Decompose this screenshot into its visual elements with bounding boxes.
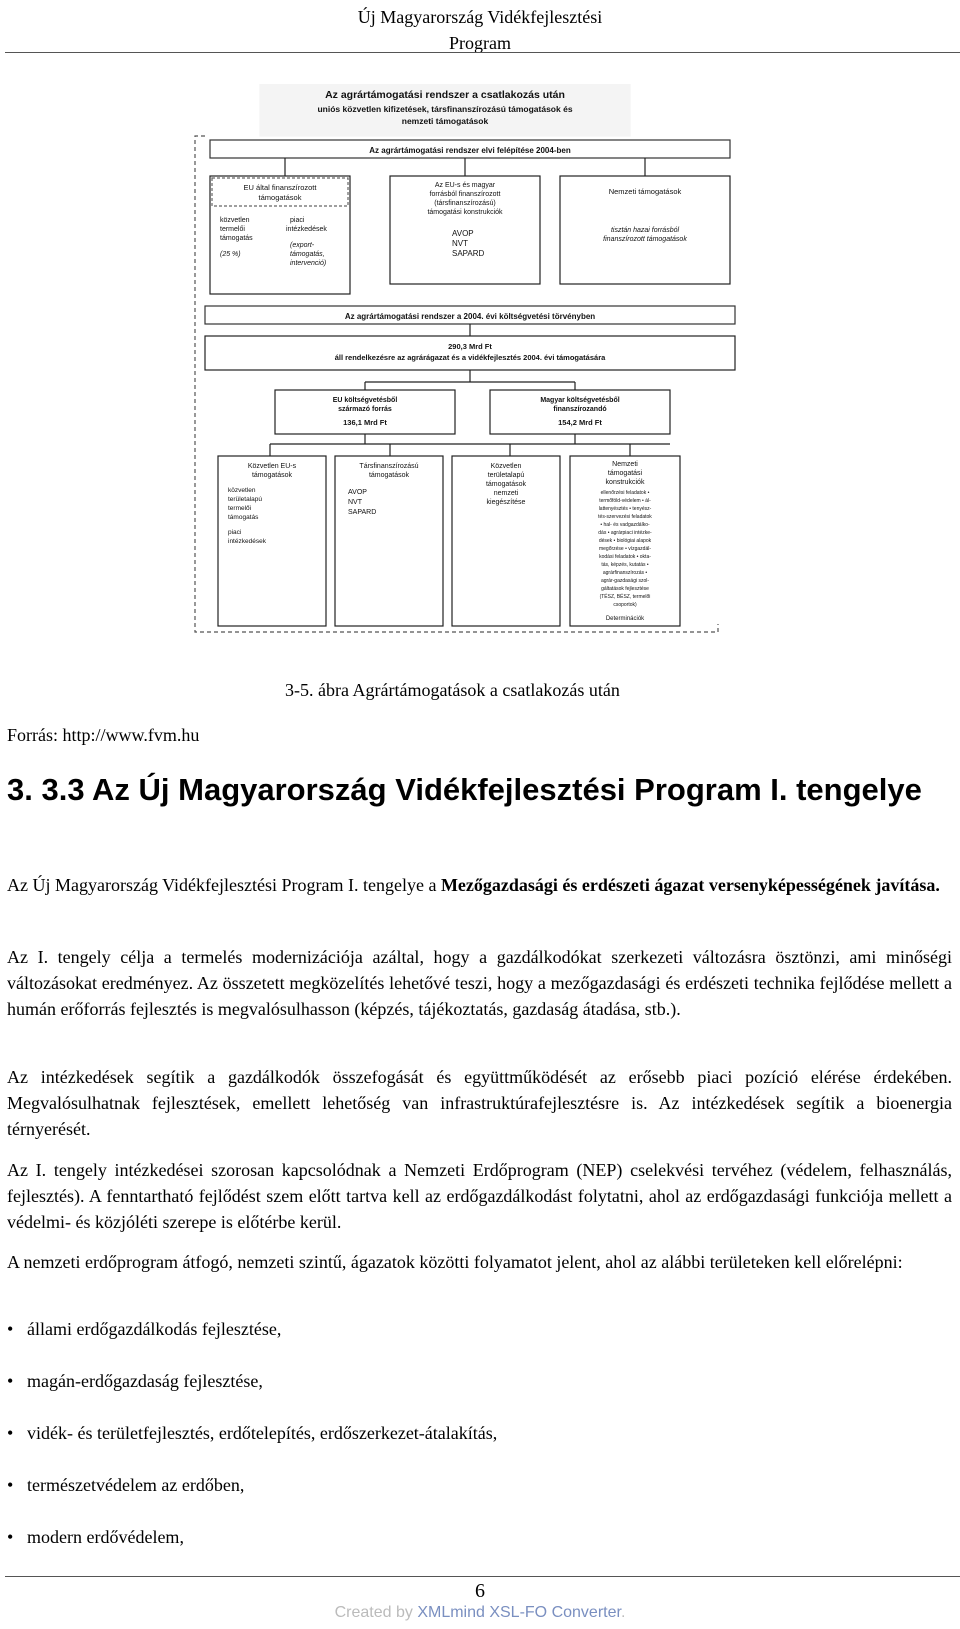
generator-link[interactable]: XMLmind XSL-FO Converter [417,1604,621,1621]
fig-b2-item: AVOP [348,489,367,496]
paragraph-3: Az intézkedések segítik a gazdálkodók összefogását és együttműködését az erősebb piaci pozíció elérése érdekében. Megvalósulhatnak fejlesztések, emellett lehetőség van infrastruktúrafejlesztésre is. Az intézkedések segítik a bioenergia térnyerését. [7,1067,952,1139]
fig-col1a-3: támogatás [220,235,253,242]
fig-col1a-4: (25 %) [220,251,241,258]
fig-b1-item: területalapú [228,496,262,503]
fig-b4-title3: konstrukciók [605,479,645,486]
header-line-2: Program [449,33,511,53]
running-header [0,0,960,56]
fig-b3-title3: támogatások [485,481,527,488]
fig-col1a-1: közvetlen [220,217,250,224]
fig-col1b-5: intervenció) [290,260,327,267]
fig-b3-title5: kiegészítése [486,499,526,506]
fig-b4-line: agrárfinanszírozás • [602,570,648,576]
fig-col2-title1: Az EU-s és magyar [434,182,496,189]
fig-total-2: áll rendelkezésre az agrárágazat és a vidékfejlesztés 2004. évi támogatására [334,353,606,362]
fig-hu-box-3: 154,2 Mrd Ft [558,418,602,427]
paragraph-2: Az I. tengely célja a termelés modernizációja azáltal, hogy a gazdálkodókat szerkezeti változásra ösztönzi, ami minőségi változásokat eredményez. Az összetett megközelítés lehetővé teszi, hogy a mezőgazdasági és erdészeti technika fejlődése mellett a humán erőforrás fejlesztés is megvalósulhasson (képzés, tájékoztatás, gazdaság átadása, stb.). [7,947,952,1019]
fig-b4-title2: támogatási [607,470,643,477]
fig-eu-box-2: származó forrás [338,406,392,413]
figure-caption: 3-5. ábra Agrártámogatások a csatlakozás után [285,680,620,700]
header-divider [5,52,960,53]
fig-col2-item3: SAPARD [452,249,485,258]
fig-title-2: uniós közvetlen kifizetések, társfinanszírozású támogatások és [317,104,573,114]
fig-b2-title1: Társfinanszírozású [359,463,419,470]
fig-hu-box-1: Magyar költségvetésből [540,397,620,404]
paragraph-1-emphasis: Mezőgazdasági és erdészeti ágazat versenyképességének javítása [440,875,936,895]
fig-b4-line: megőrzése • vízgazdál- [598,546,652,552]
agrar-support-diagram [190,84,750,660]
generator-suffix: . [620,1604,626,1621]
paragraph-1-start: Az Új Magyarország Vidékfejlesztési Program I. tengelye a [7,875,441,895]
list-item: • modern erdővédelem, [7,1524,952,1550]
list-item: • állami erdőgazdálkodás fejlesztése, [7,1316,952,1342]
fig-col2-title4: támogatási konstrukciók [427,209,503,216]
fig-col1b-4: támogatás, [290,251,325,258]
fig-b4-line: lattenyésztés • tenyész- [598,506,652,512]
list-item: • magán-erdőgazdaság fejlesztése, [7,1368,952,1394]
fig-col1b-1: piaci [290,217,305,224]
fig-b4-line: gáltatások fejlesztése [601,586,649,592]
fig-b1-item: termelői [228,505,252,512]
fig-b4-line: dések • biológiai alapok [598,538,652,544]
fig-col2-title2: forrásból finanszírozott [429,191,501,198]
fig-b4-line: kodási feladatok • okta- [599,554,651,560]
fig-b1-item: támogatás [228,514,259,521]
fig-b1-title2: támogatások [251,472,293,479]
fig-title-1: Az agrártámogatási rendszer a csatlakozás után [325,89,565,101]
fig-b4-line: agrár-gazdasági szol- [600,578,650,584]
fig-col1b-3: (export- [290,242,315,249]
fig-bar-1: Az agrártámogatási rendszer elvi felépítése 2004-ben [369,146,571,155]
fig-col1a-2: termelői [220,226,245,233]
paragraph-4: Az I. tengely intézkedései szorosan kapcsolódnak a Nemzeti Erdőprogram (NEP) cselekvési tervéhez (védelem, felhasználás, fejlesztés). A fenntartható fejlődést szem előtt tartva kell az erdőgazdálkodást folytatni, ahol az erdőgazdasági funkciója mellett a védelmi- és közjóléti szerepe is előtérbe kerül. [7,1160,952,1232]
fig-b4-line: tés-szervezési feladatok [598,514,652,520]
fig-b4-last: Determinációk [605,616,645,622]
fig-col1b-2: intézkedések [286,226,327,233]
fig-col2-item1: AVOP [452,229,474,238]
fig-col2-item2: NVT [452,239,468,248]
fig-bar-2: Az agrártámogatási rendszer a 2004. évi költségvetési törvényben [344,312,596,321]
fig-b1-item: intézkedések [228,538,266,545]
fig-col1-title1: EU által finanszírozott [243,183,317,192]
fig-col3-title: Nemzeti támogatások [608,187,682,196]
list-item: • vidék- és területfejlesztés, erdőtelepítés, erdőszerkezet-átalakítás, [7,1420,952,1446]
fig-b2-item: NVT [348,499,362,506]
fig-b3-title4: nemzeti [493,490,519,497]
fig-col1-title2: támogatások [258,193,302,202]
fig-b4-line: (TÉSZ, BÉSZ, termelői [599,594,651,600]
fig-b1-item: közvetlen [228,487,256,494]
figure-source: Forrás: http://www.fvm.hu [7,725,200,745]
fig-b1-title1: Közvetlen EU-s [247,463,297,470]
section-heading: 3. 3.3 Az Új Magyarország Vidékfejlesztési Program I. tengelye [7,772,922,807]
fig-b4-line: • hal- és vadgazdálko- [600,522,650,528]
generator-prefix: Created by [334,1604,418,1621]
fig-b4-line: ellenőrzési feladatok • [600,490,650,496]
paragraph-1 [7,872,952,898]
fig-b2-item: SAPARD [348,509,377,516]
generator-footer [0,1604,960,1622]
fig-col3-text2: finanszírozott támogatások [603,236,687,243]
footer-divider [5,1576,960,1577]
fig-b4-title1: Nemzeti [612,461,638,468]
fig-b1-item: piaci [228,529,242,536]
header-line-1: Új Magyarország Vidékfejlesztési [357,7,603,27]
fig-title-3: nemzeti támogatások [401,116,489,126]
paragraph-1-end: . [935,875,940,895]
fig-b4-line: csoportok) [613,602,637,608]
fig-b4-line: termőföld-védelem • ál- [599,498,651,504]
fig-b4-line: tás, képzés, kutatás • [601,562,649,568]
fig-b3-title1: Közvetlen [490,463,522,470]
fig-b2-title2: támogatások [368,472,410,479]
fig-col3-text1: tisztán hazai forrásból [610,227,680,234]
page-number: 6 [475,1580,485,1602]
fig-eu-box-1: EU költségvetésből [332,397,398,404]
fig-hu-box-2: finanszírozandó [553,406,607,413]
fig-eu-box-3: 136,1 Mrd Ft [343,418,387,427]
list-item: • természetvédelem az erdőben, [7,1472,952,1498]
paragraph-5: A nemzeti erdőprogram átfogó, nemzeti szintű, ágazatok közötti folyamatot jelent, ahol az alábbi területeken kell előrelépni: [7,1252,903,1272]
fig-b4-line: dás • agrárpiaci intézke- [598,530,652,536]
bullet-list [7,1316,952,1576]
fig-total-1: 290,3 Mrd Ft [448,342,492,351]
fig-col2-title3: (társfinanszírozású) [434,200,496,207]
fig-b3-title2: területalapú [487,472,525,479]
